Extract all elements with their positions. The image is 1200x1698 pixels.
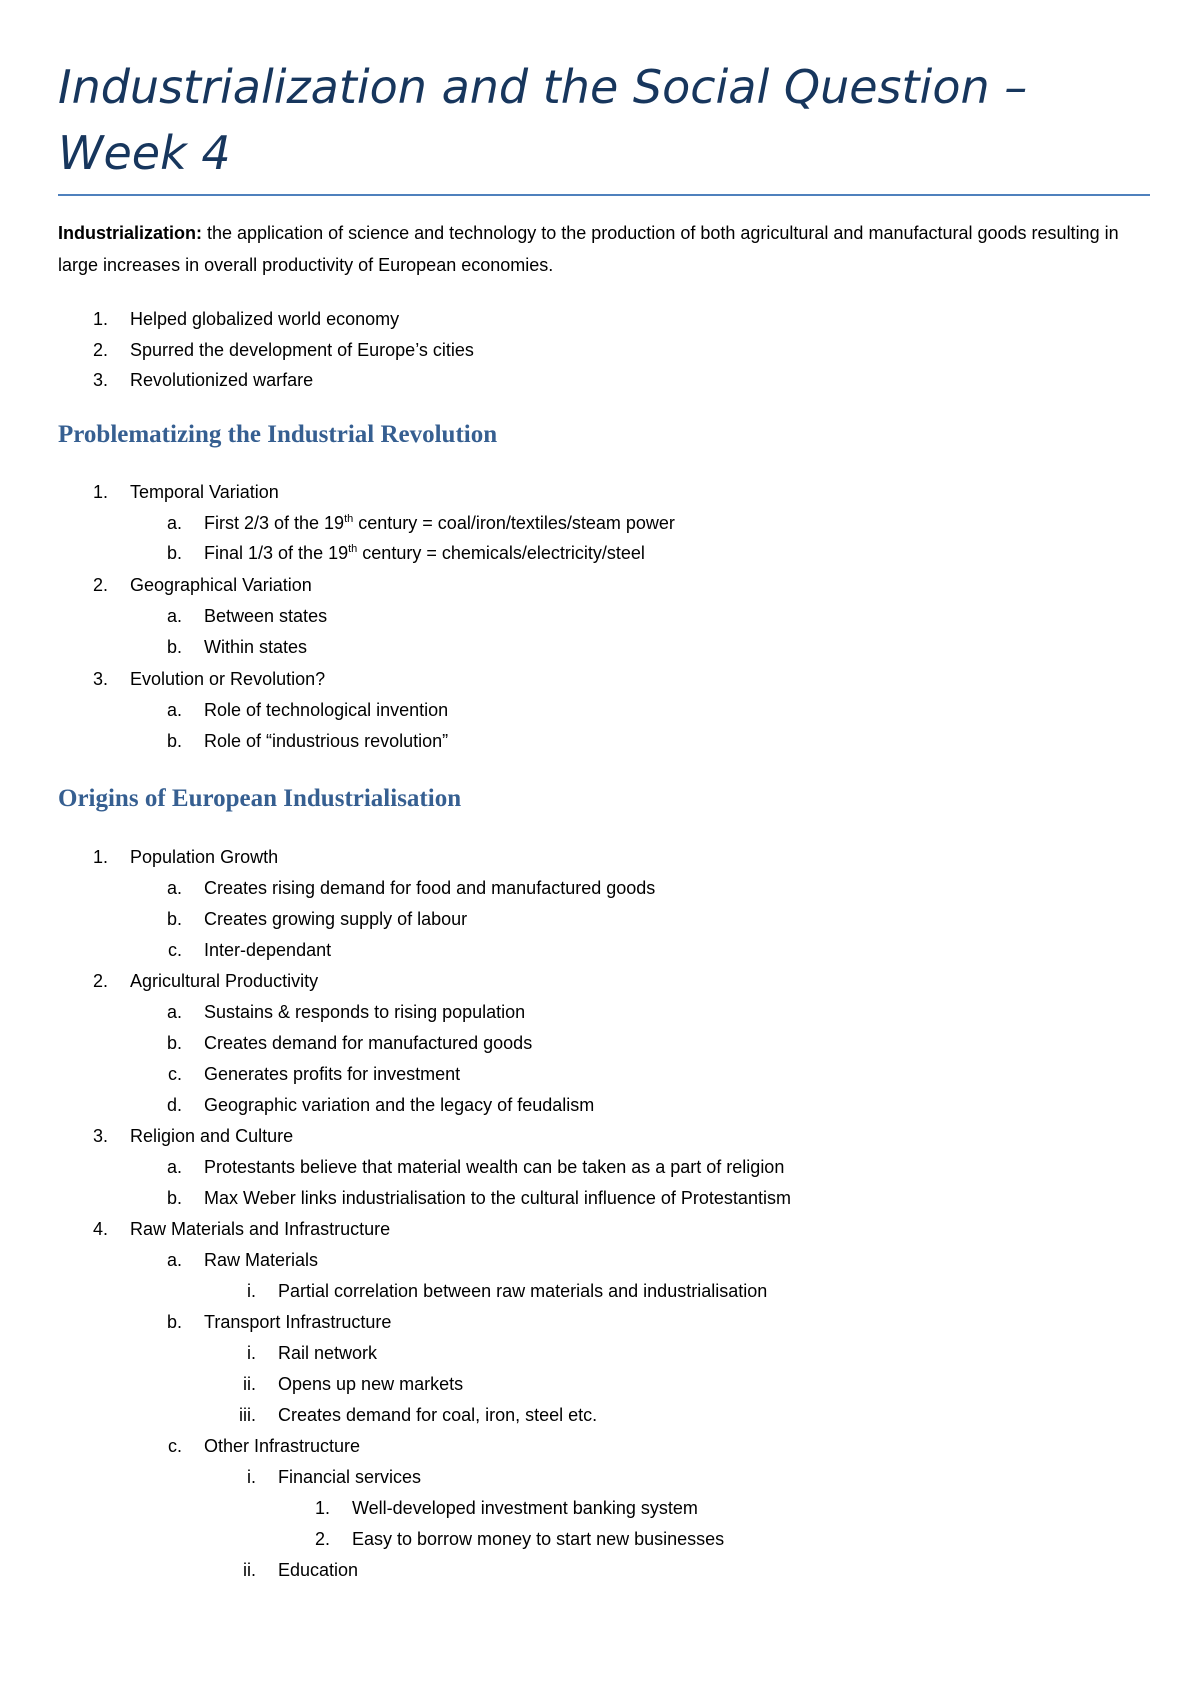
list-item-text: Between states bbox=[204, 606, 328, 626]
list-item-text: Geographical Variation bbox=[130, 575, 312, 595]
list-item-text-part: First 2/3 of the 19 bbox=[204, 513, 345, 533]
list-marker: 2. bbox=[92, 575, 108, 595]
list-item-text: Geographic variation and the legacy of feudalism bbox=[204, 1095, 595, 1115]
list-marker: 3. bbox=[92, 669, 108, 689]
list-item-text: Spurred the development of Europe’s cities bbox=[130, 340, 474, 360]
list-item-text: Creates rising demand for food and manufactured goods bbox=[204, 878, 656, 898]
section-heading-problematizing: Problematizing the Industrial Revolution bbox=[58, 421, 498, 448]
list-marker: b. bbox=[166, 909, 182, 929]
list-marker: 3. bbox=[92, 1126, 108, 1146]
definition-text: the application of science and technology to the production of both agricultural and manufactural goods resulting in large increases in overall productivity of European economies. bbox=[58, 223, 1119, 275]
list-marker: b. bbox=[166, 637, 182, 657]
list-marker: 4. bbox=[92, 1219, 108, 1239]
list-marker: a. bbox=[166, 1250, 182, 1270]
list-item-text: Rail network bbox=[278, 1343, 378, 1363]
list-marker: 3. bbox=[92, 370, 108, 390]
list-item-text-part: century = coal/iron/textiles/steam power bbox=[353, 513, 675, 533]
list-item-text-part: Final 1/3 of the 19 bbox=[204, 543, 349, 563]
list-item-text: Creates demand for manufactured goods bbox=[204, 1033, 533, 1053]
document-page bbox=[58, 54, 1150, 281]
list-marker: c. bbox=[167, 940, 182, 960]
list-marker: 2. bbox=[92, 971, 108, 991]
list-marker: ii. bbox=[243, 1374, 256, 1394]
superscript: th bbox=[344, 513, 354, 525]
list-item-text: Transport Infrastructure bbox=[204, 1312, 392, 1332]
list-marker: a. bbox=[166, 878, 182, 898]
list-item-text: Sustains & responds to rising population bbox=[204, 1002, 526, 1022]
definition-term: Industrialization: bbox=[58, 223, 202, 243]
list-marker: 2. bbox=[314, 1529, 330, 1549]
list-marker: b. bbox=[166, 1033, 182, 1053]
list-item-text: Partial correlation between raw materials and industrialisation bbox=[278, 1281, 768, 1301]
list-marker: a. bbox=[166, 606, 182, 626]
list-item-text: Religion and Culture bbox=[130, 1126, 294, 1146]
list-item-text: Helped globalized world economy bbox=[130, 309, 400, 329]
list-item-text: Raw Materials bbox=[204, 1250, 319, 1270]
list-item-text: Within states bbox=[204, 637, 308, 657]
list-marker: b. bbox=[166, 1188, 182, 1208]
list-item-text: Creates growing supply of labour bbox=[204, 909, 468, 929]
list-marker: 1. bbox=[92, 847, 108, 867]
list-marker: 1. bbox=[92, 309, 108, 329]
title-underline bbox=[58, 194, 1150, 196]
list-item-text-part: century = chemicals/electricity/steel bbox=[357, 543, 645, 563]
list-marker: i. bbox=[247, 1281, 256, 1301]
list-item-text: Protestants believe that material wealth can be taken as a part of religion bbox=[204, 1157, 785, 1177]
list-marker: 2. bbox=[92, 340, 108, 360]
section-heading-origins: Origins of European Industrialisation bbox=[58, 785, 462, 812]
list-marker: i. bbox=[247, 1343, 256, 1363]
list-marker: i. bbox=[247, 1467, 256, 1487]
list-item-text: Education bbox=[278, 1560, 359, 1580]
list-item-text: Role of technological invention bbox=[204, 700, 449, 720]
list-marker: b. bbox=[166, 1312, 182, 1332]
list-item-text: Revolutionized warfare bbox=[130, 370, 314, 390]
list-item-text bbox=[204, 509, 675, 537]
document-title: Industrialization and the Social Question – Week 4 bbox=[58, 60, 1028, 180]
list-marker: a. bbox=[166, 700, 182, 720]
list-item-text: Opens up new markets bbox=[278, 1374, 464, 1394]
list-marker: c. bbox=[167, 1064, 182, 1084]
list-marker: a. bbox=[166, 1157, 182, 1177]
list-item-text: Generates profits for investment bbox=[204, 1064, 461, 1084]
list-item-text: Temporal Variation bbox=[130, 482, 279, 502]
list-marker: 1. bbox=[92, 482, 108, 502]
list-marker: b. bbox=[166, 731, 182, 751]
list-item-text: Agricultural Productivity bbox=[130, 971, 319, 991]
list-marker: 1. bbox=[314, 1498, 330, 1518]
list-marker: d. bbox=[166, 1095, 182, 1115]
list-item-text: Evolution or Revolution? bbox=[130, 669, 326, 689]
list-marker: c. bbox=[167, 1436, 182, 1456]
list-marker: a. bbox=[166, 1002, 182, 1022]
list-marker: a. bbox=[166, 513, 182, 533]
list-item-text bbox=[204, 539, 645, 567]
list-marker: ii. bbox=[243, 1560, 256, 1580]
list-item-text: Easy to borrow money to start new businesses bbox=[352, 1529, 725, 1549]
list-item-text: Population Growth bbox=[130, 847, 279, 867]
list-item-text: Financial services bbox=[278, 1467, 422, 1487]
list-item-text: Role of “industrious revolution” bbox=[204, 731, 449, 751]
list-marker: b. bbox=[166, 543, 182, 563]
list-item-text: Max Weber links industrialisation to the cultural influence of Protestantism bbox=[204, 1188, 791, 1208]
list-item-text: Other Infrastructure bbox=[204, 1436, 361, 1456]
list-item-text: Inter-dependant bbox=[204, 940, 332, 960]
superscript: th bbox=[348, 543, 358, 555]
list-item-text: Raw Materials and Infrastructure bbox=[130, 1219, 391, 1239]
list-item-text: Creates demand for coal, iron, steel etc. bbox=[278, 1405, 598, 1425]
list-marker: iii. bbox=[239, 1405, 256, 1425]
intro-definition bbox=[58, 217, 1150, 281]
list-item-text: Well-developed investment banking system bbox=[352, 1498, 698, 1518]
